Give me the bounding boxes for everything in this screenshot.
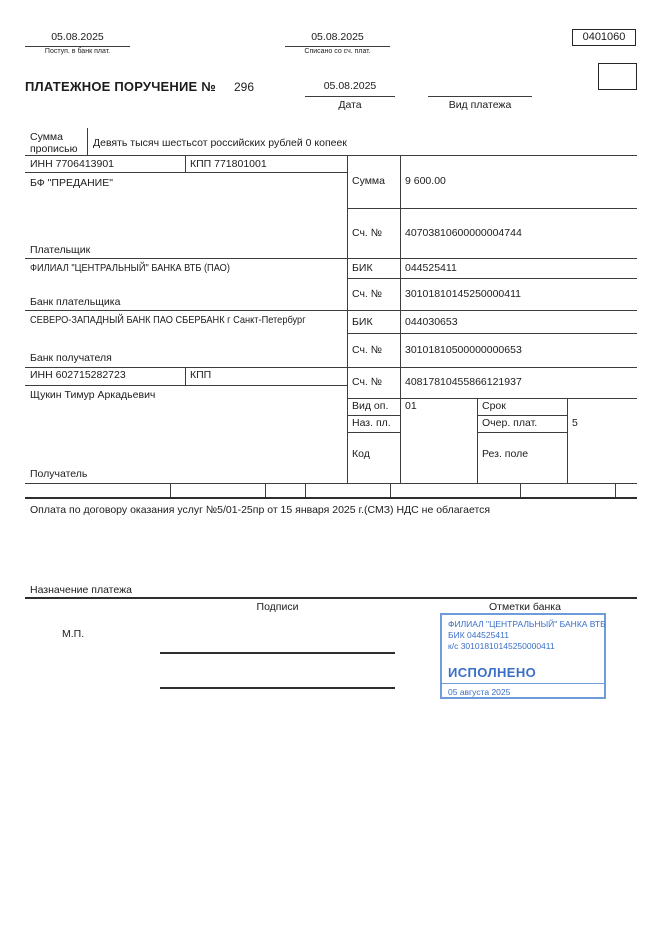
grid-line — [185, 367, 186, 385]
payer-bank-bik-label: БИК — [352, 262, 373, 274]
code-label: Код — [352, 448, 370, 460]
grid-line — [285, 46, 390, 47]
grid-line — [347, 208, 637, 209]
amount-label: Сумма — [352, 175, 385, 187]
payment-purpose-text: Оплата по договору оказания услуг №5/01-25пр от 15 января 2025 г.(СМЗ) НДС не облагается — [30, 504, 491, 516]
date-debited-label: Списано со сч. плат. — [304, 48, 371, 55]
grid-line — [170, 483, 171, 497]
beneficiary-bank-account: 30101810500000000653 — [405, 344, 522, 356]
beneficiary-label: Получатель — [30, 468, 88, 480]
grid-line — [347, 333, 637, 334]
stamp-status: ИСПОЛНЕНО — [448, 665, 537, 680]
grid-line — [185, 155, 186, 172]
status-box-empty — [598, 63, 637, 90]
form-code-box — [572, 29, 636, 46]
date-label: Дата — [338, 99, 362, 111]
grid-line — [615, 483, 616, 497]
grid-line — [25, 310, 637, 311]
grid-line — [347, 415, 400, 416]
priority-value: 5 — [572, 417, 578, 429]
grid-line — [477, 398, 478, 483]
stamp-corr-account: к/с 30101810145250000411 — [448, 641, 555, 651]
bank-marks-label: Отметки банка — [489, 601, 561, 613]
payer-bank-name: ФИЛИАЛ "ЦЕНТРАЛЬНЫЙ" БАНКА ВТБ (ПАО) — [30, 262, 230, 274]
grid-line — [25, 483, 637, 484]
stamp-place-label: М.П. — [62, 628, 85, 640]
beneficiary-bank-account-label: Сч. № — [352, 344, 383, 356]
grid-line — [347, 278, 637, 279]
grid-line — [477, 432, 567, 433]
signatures-label: Подписи — [256, 601, 299, 613]
grid-line — [25, 597, 637, 599]
beneficiary-account: 40817810455866121937 — [405, 376, 522, 388]
op-type-label: Вид оп. — [352, 400, 389, 412]
signature-line — [160, 652, 395, 654]
stamp-bik: БИК 044525411 — [448, 630, 509, 640]
beneficiary-bank-label: Банк получателя — [30, 352, 112, 364]
grid-line — [390, 483, 391, 497]
bank-stamp — [440, 613, 606, 699]
reserve-field-label: Рез. поле — [482, 448, 529, 460]
payer-bank-bik: 044525411 — [405, 262, 457, 274]
signature-line — [160, 687, 395, 689]
grid-line — [25, 497, 637, 499]
beneficiary-name: Щукин Тимур Аркадьевич — [30, 389, 156, 401]
payer-name: БФ "ПРЕДАНИЕ" — [30, 177, 113, 189]
grid-line — [477, 415, 567, 416]
payer-kpp: КПП 771801001 — [190, 158, 267, 170]
document-number: 296 — [234, 80, 255, 94]
grid-line — [87, 128, 88, 155]
grid-line — [25, 367, 637, 368]
date-debited: 05.08.2025 — [311, 31, 364, 43]
grid-line — [347, 432, 400, 433]
beneficiary-inn: ИНН 602715282723 — [30, 369, 126, 381]
stamp-divider — [442, 683, 604, 684]
term-label: Срок — [482, 400, 506, 412]
amount-in-words-label: Сумма прописью — [30, 131, 78, 156]
stamp-date: 05 августа 2025 — [448, 687, 511, 697]
payer-label: Плательщик — [30, 244, 91, 256]
beneficiary-bank-bik: 044030653 — [405, 316, 458, 328]
grid-line — [25, 258, 637, 259]
grid-line — [305, 483, 306, 497]
amount-value: 9 600.00 — [405, 175, 446, 187]
grid-line — [25, 46, 130, 47]
payer-bank-label: Банк плательщика — [30, 296, 121, 308]
purpose-kind-label: Наз. пл. — [352, 417, 391, 429]
payment-purpose-label: Назначение платежа — [30, 584, 132, 596]
payer-bank-account-label: Сч. № — [352, 288, 383, 300]
grid-line — [567, 398, 568, 483]
grid-line — [25, 385, 347, 386]
payer-bank-account: 30101810145250000411 — [405, 288, 522, 300]
form-code: 0401060 — [582, 31, 626, 43]
payer-account-label: Сч. № — [352, 227, 383, 239]
beneficiary-bank-bik-label: БИК — [352, 316, 373, 328]
amount-in-words-value: Девять тысяч шестьсот российских рублей 0 копеек — [93, 137, 347, 149]
grid-line — [347, 155, 348, 483]
document-title: ПЛАТЕЖНОЕ ПОРУЧЕНИЕ № — [25, 79, 216, 94]
beneficiary-bank-name: СЕВЕРО-ЗАПАДНЫЙ БАНК ПАО СБЕРБАНК г Санкт-Петербург — [30, 314, 306, 326]
grid-line — [400, 155, 401, 483]
grid-line — [520, 483, 521, 497]
payer-account: 40703810600000004744 — [405, 227, 522, 239]
grid-line — [347, 398, 637, 399]
priority-label: Очер. плат. — [482, 417, 538, 429]
beneficiary-kpp-label: КПП — [190, 369, 212, 381]
grid-line — [25, 172, 347, 173]
grid-line — [305, 96, 395, 97]
document-date: 05.08.2025 — [323, 80, 377, 92]
date-received-label: Поступ. в банк плат. — [44, 48, 111, 55]
op-type-value: 01 — [405, 400, 417, 412]
date-received: 05.08.2025 — [51, 31, 104, 43]
payer-inn: ИНН 7706413901 — [30, 158, 115, 170]
beneficiary-account-label: Сч. № — [352, 376, 383, 388]
grid-line — [25, 155, 637, 156]
grid-line — [265, 483, 266, 497]
grid-line — [428, 96, 532, 97]
stamp-bank-name: ФИЛИАЛ "ЦЕНТРАЛЬНЫЙ" БАНКА ВТБ — [448, 619, 606, 629]
payment-type-label: Вид платежа — [448, 99, 512, 111]
